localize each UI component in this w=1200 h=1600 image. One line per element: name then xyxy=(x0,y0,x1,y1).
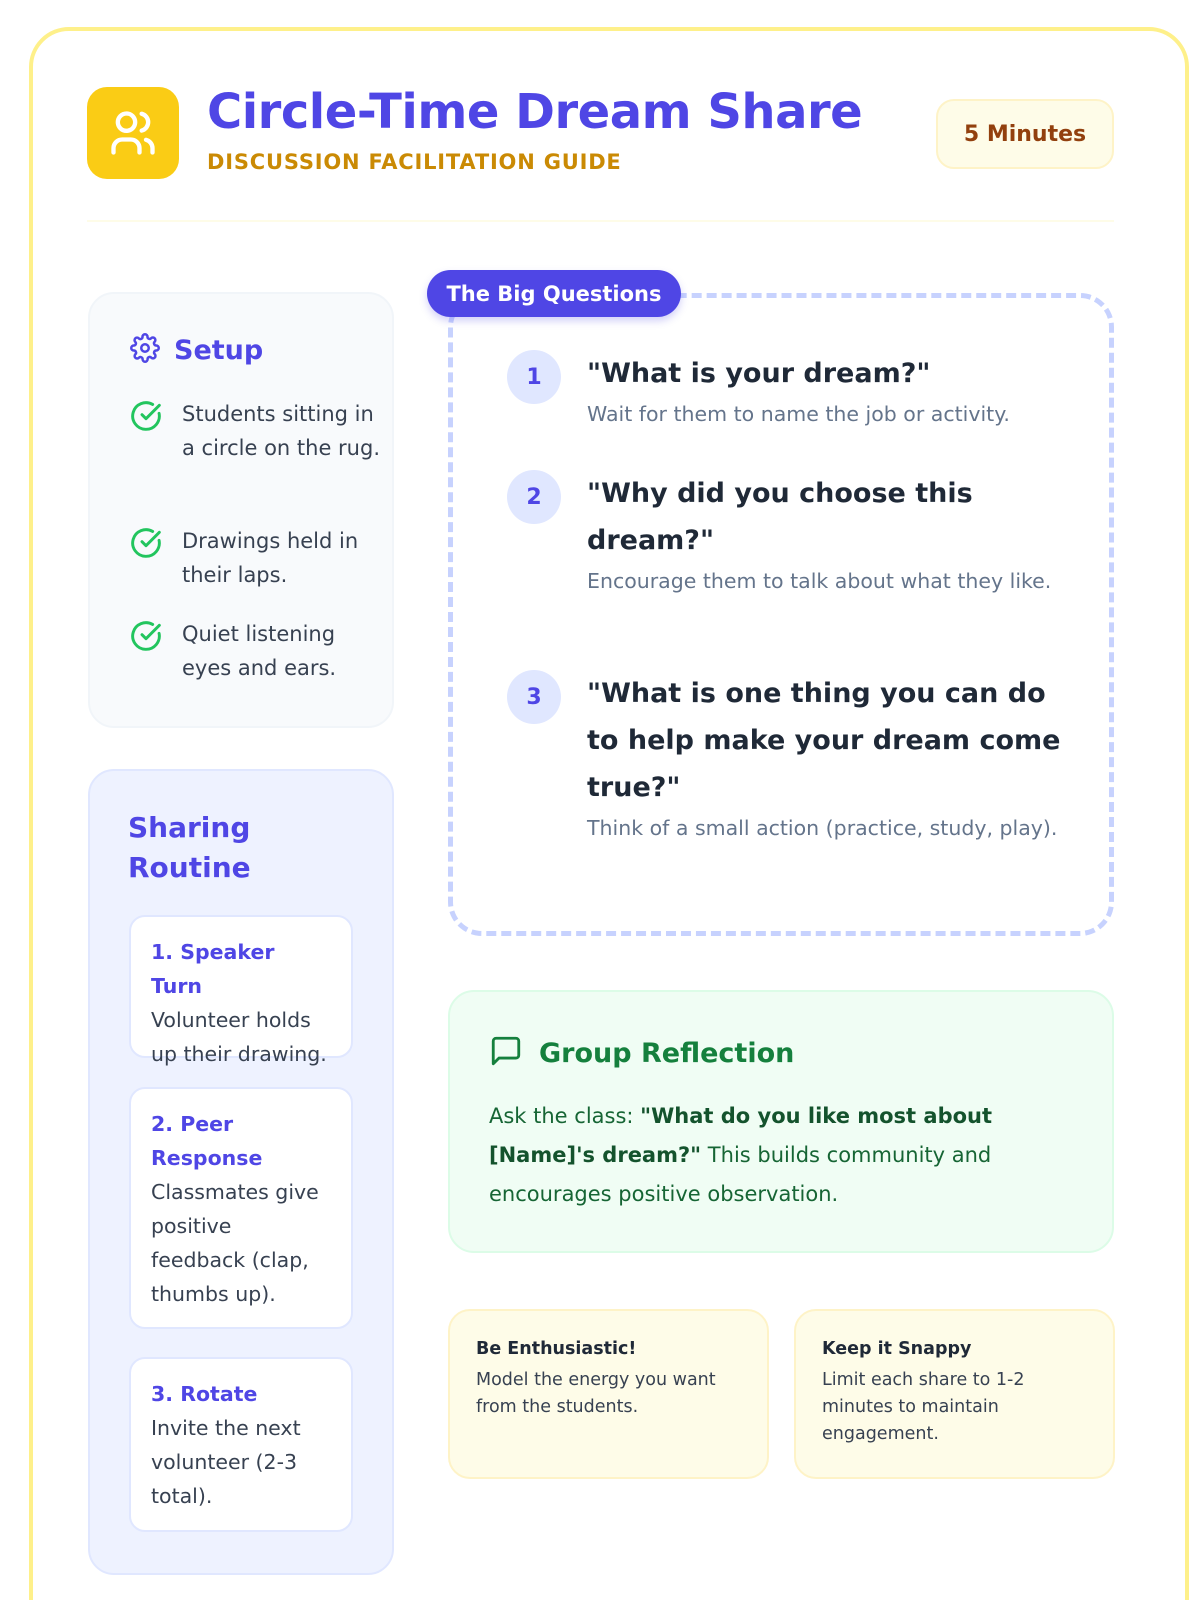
check-circle-icon xyxy=(130,617,162,685)
page-title: Circle-Time Dream Share xyxy=(207,84,863,140)
header-divider xyxy=(87,220,1114,222)
step-title: 1. Speaker Turn xyxy=(151,940,275,998)
tip-title: Keep it Snappy xyxy=(822,1339,972,1359)
routine-step-card xyxy=(129,1357,353,1532)
question-text: "What is one thing you can do to help make your dream come true?" xyxy=(587,678,1061,803)
reflection-suffix: This builds community and encourages positive observation. xyxy=(489,1143,992,1206)
question-number: 3 xyxy=(507,670,561,724)
reflection-body xyxy=(489,1097,1089,1214)
question-hint: Wait for them to name the job or activity. xyxy=(587,402,1010,426)
reflection-prefix: Ask the class: xyxy=(489,1104,641,1128)
setup-item-text: Quiet listening eyes and ears. xyxy=(182,622,337,680)
question-number: 2 xyxy=(507,470,561,524)
tip-title: Be Enthusiastic! xyxy=(476,1339,637,1359)
step-title: 2. Peer Response xyxy=(151,1112,263,1170)
step-body: Invite the next volunteer (2-3 total). xyxy=(151,1416,301,1508)
tip-card xyxy=(794,1309,1115,1479)
routine-step-card xyxy=(129,915,353,1066)
setup-heading-text: Setup xyxy=(174,334,264,366)
routine-heading: Sharing Routine xyxy=(128,811,251,884)
setup-item-text: Students sitting in a circle on the rug. xyxy=(182,402,380,460)
reflection-heading-text: Group Reflection xyxy=(539,1037,795,1069)
gear-icon xyxy=(130,333,160,367)
tip-card xyxy=(448,1309,769,1479)
step-body: Classmates give positive feedback (clap, thumbs up). xyxy=(151,1180,319,1306)
question-hint: Think of a small action (practice, study, play). xyxy=(587,816,1058,840)
duration-badge: 5 Minutes xyxy=(936,99,1114,169)
question-item xyxy=(587,350,1067,431)
question-number: 1 xyxy=(507,350,561,404)
reflection-heading xyxy=(489,1034,794,1072)
question-hint: Encourage them to talk about what they like. xyxy=(587,569,1052,593)
chat-bubble-icon xyxy=(489,1034,523,1072)
reflection-question: "What do you like most about [Name]'s dream?" xyxy=(489,1104,993,1167)
setup-heading xyxy=(130,333,263,367)
setup-item xyxy=(130,617,380,685)
routine-step-card xyxy=(129,1087,353,1329)
question-text: "Why did you choose this dream?" xyxy=(587,478,973,556)
users-icon xyxy=(87,87,179,179)
step-body: Volunteer holds up their drawing. xyxy=(151,1008,327,1066)
tip-body: Model the energy you want from the students. xyxy=(476,1370,716,1417)
check-circle-icon xyxy=(130,397,162,465)
questions-label: The Big Questions xyxy=(427,270,681,317)
tip-body: Limit each share to 1-2 minutes to maintain engagement. xyxy=(822,1370,1025,1444)
question-item xyxy=(587,470,1067,598)
page-subtitle: DISCUSSION FACILITATION GUIDE xyxy=(207,150,622,174)
step-title: 3. Rotate xyxy=(151,1382,258,1406)
question-text: "What is your dream?" xyxy=(587,358,931,389)
setup-item xyxy=(130,524,380,592)
setup-item xyxy=(130,397,380,465)
setup-item-text: Drawings held in their laps. xyxy=(182,529,359,587)
question-item xyxy=(587,670,1067,845)
check-circle-icon xyxy=(130,524,162,592)
